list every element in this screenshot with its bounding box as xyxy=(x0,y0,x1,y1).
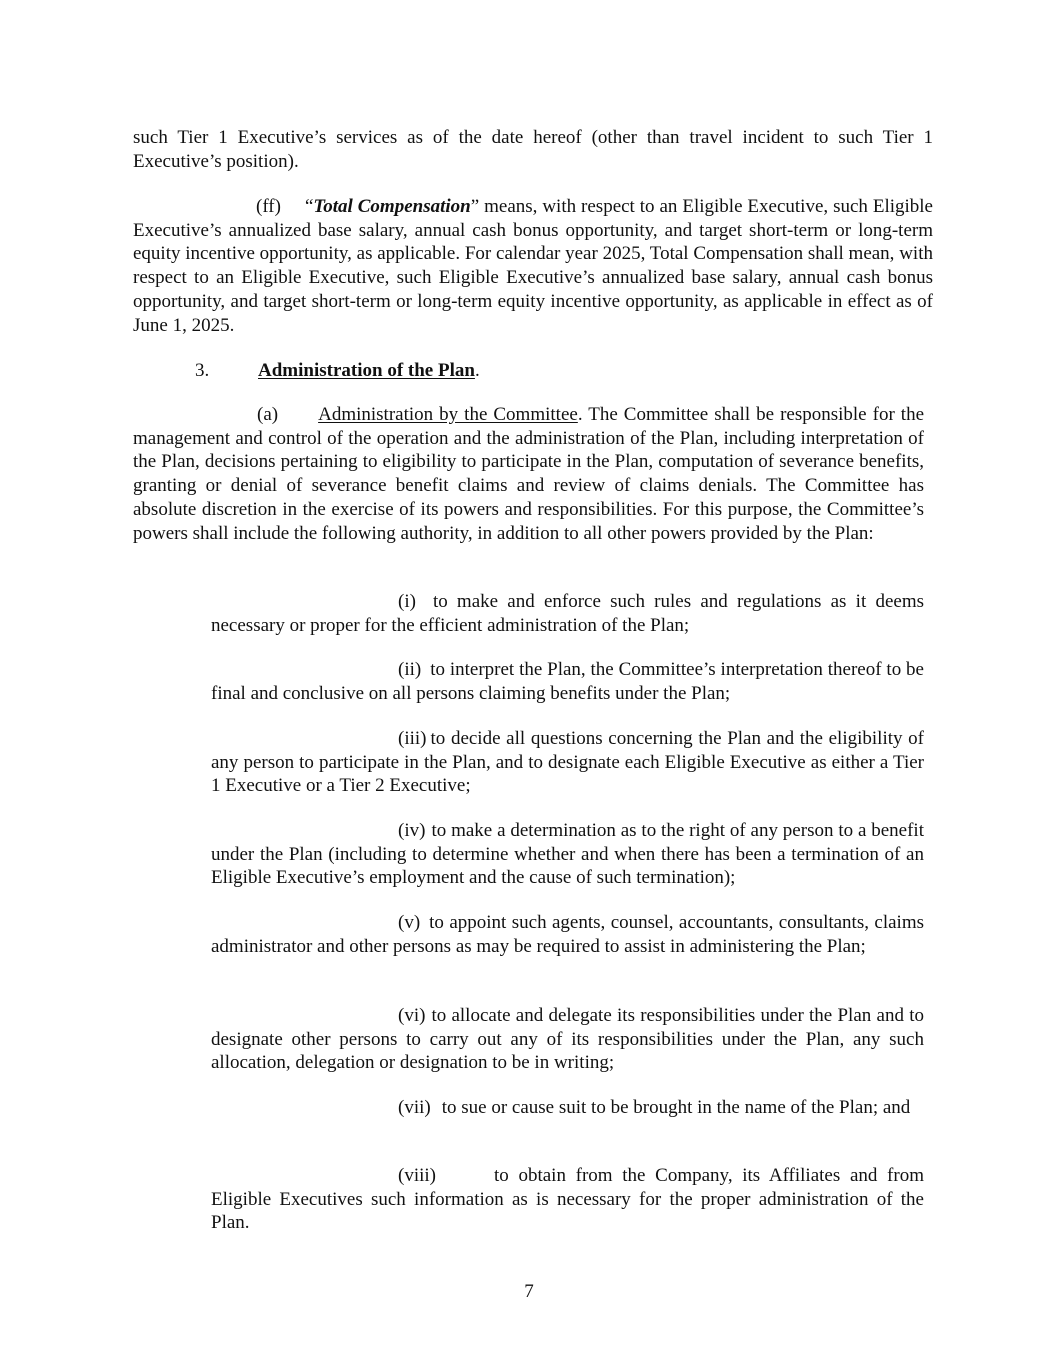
list-item-v xyxy=(211,911,924,958)
list-item-viii xyxy=(211,1164,924,1235)
list-item-text: to allocate and delegate its responsibilities under the Plan and to designate other persons to carry out any of its responsibilities under the Plan, any such allocation, delegation or designation to be in writing; xyxy=(211,1005,924,1074)
intro-paragraph xyxy=(133,126,933,173)
list-item-label: (ii) xyxy=(398,659,422,680)
list-item-i xyxy=(211,590,924,637)
section-3-number: 3. xyxy=(195,360,210,381)
list-item-label: (viii) xyxy=(398,1165,436,1186)
list-item-text: to make and enforce such rules and regulations as it deems necessary or proper for the efficient administration of the Plan; xyxy=(211,591,924,636)
list-item-label: (iii) xyxy=(398,728,427,749)
list-item-label: (vii) xyxy=(398,1097,431,1118)
list-item-text: to decide all questions concerning the Plan and the eligibility of any person to participate in the Plan, and to designate each Eligible Executive as either a Tier 1 Executive or a Tier 2 Executive; xyxy=(211,728,924,797)
subsection-a-heading: Administration by the Committee xyxy=(318,404,578,425)
definition-ff-label: (ff) xyxy=(256,196,281,217)
definition-ff-text: means, with respect to an Eligible Executive, such Eligible Executive’s annualized base salary, annual cash bonus opportunity, and target short-term or long-term equity incentive opportunity, as applicable. For calendar year 2025, Total Compensation shall mean, with respect to an Eligible Executive, such Eligible Executive’s annualized base salary, annual cash bonus opportunity, and target short-term or long-term equity incentive opportunity, as applicable in effect as of June 1, 2025. xyxy=(133,196,933,336)
intro-text: such Tier 1 Executive’s services as of the date hereof (other than travel incident to such Tier 1 Executive’s position). xyxy=(133,127,933,172)
list-item-label: (i) xyxy=(398,591,416,612)
list-item-text: to make a determination as to the right of any person to a benefit under the Plan (including to determine whether and when there has been a termination of an Eligible Executive’s employment and the cause of such termination); xyxy=(211,820,924,889)
list-item-iv xyxy=(211,819,924,890)
definition-ff-term: Total Compensation xyxy=(313,196,471,217)
list-item-label: (v) xyxy=(398,912,421,933)
list-item-iii xyxy=(211,727,924,798)
definition-ff-close-quote: ” xyxy=(470,196,480,217)
section-3-period: . xyxy=(474,360,480,381)
subsection-a-text: . The Committee shall be responsible for the management and control of the operation and the administration of the Plan, including interpretation of the Plan, decisions pertaining to eligibility to participate in the Plan, computation of severance benefits, granting or denial of severance benefit claims and review of claims denials. The Committee has absolute discretion in the exercise of its powers and responsibilities. For this purpose, the Committee’s powers shall include the following authority, in addition to all other powers provided by the Plan: xyxy=(133,404,924,544)
page-number: 7 xyxy=(524,1281,534,1302)
list-item-text: to sue or cause suit to be brought in the name of the Plan; and xyxy=(441,1097,911,1118)
list-item-text: to obtain from the Company, its Affiliates and from Eligible Executives such information as is necessary for the proper administration of the Plan. xyxy=(211,1165,924,1234)
section-3-title: Administration of the Plan xyxy=(258,360,475,381)
definition-ff-paragraph xyxy=(133,195,933,337)
list-item-vii xyxy=(211,1096,924,1120)
definition-ff-open-quote: “ xyxy=(304,196,314,217)
list-item-label: (iv) xyxy=(398,820,426,841)
subsection-a-label: (a) xyxy=(257,404,279,425)
list-item-text: to appoint such agents, counsel, accountants, consultants, claims administrator and other persons as may be required to assist in administering the Plan; xyxy=(211,912,924,957)
subsection-a-paragraph xyxy=(133,403,924,545)
list-item-text: to interpret the Plan, the Committee’s interpretation thereof to be final and conclusive on all persons claiming benefits under the Plan; xyxy=(211,659,924,704)
list-item-ii xyxy=(211,658,924,705)
list-item-label: (vi) xyxy=(398,1005,426,1026)
list-item-vi xyxy=(211,1004,924,1075)
